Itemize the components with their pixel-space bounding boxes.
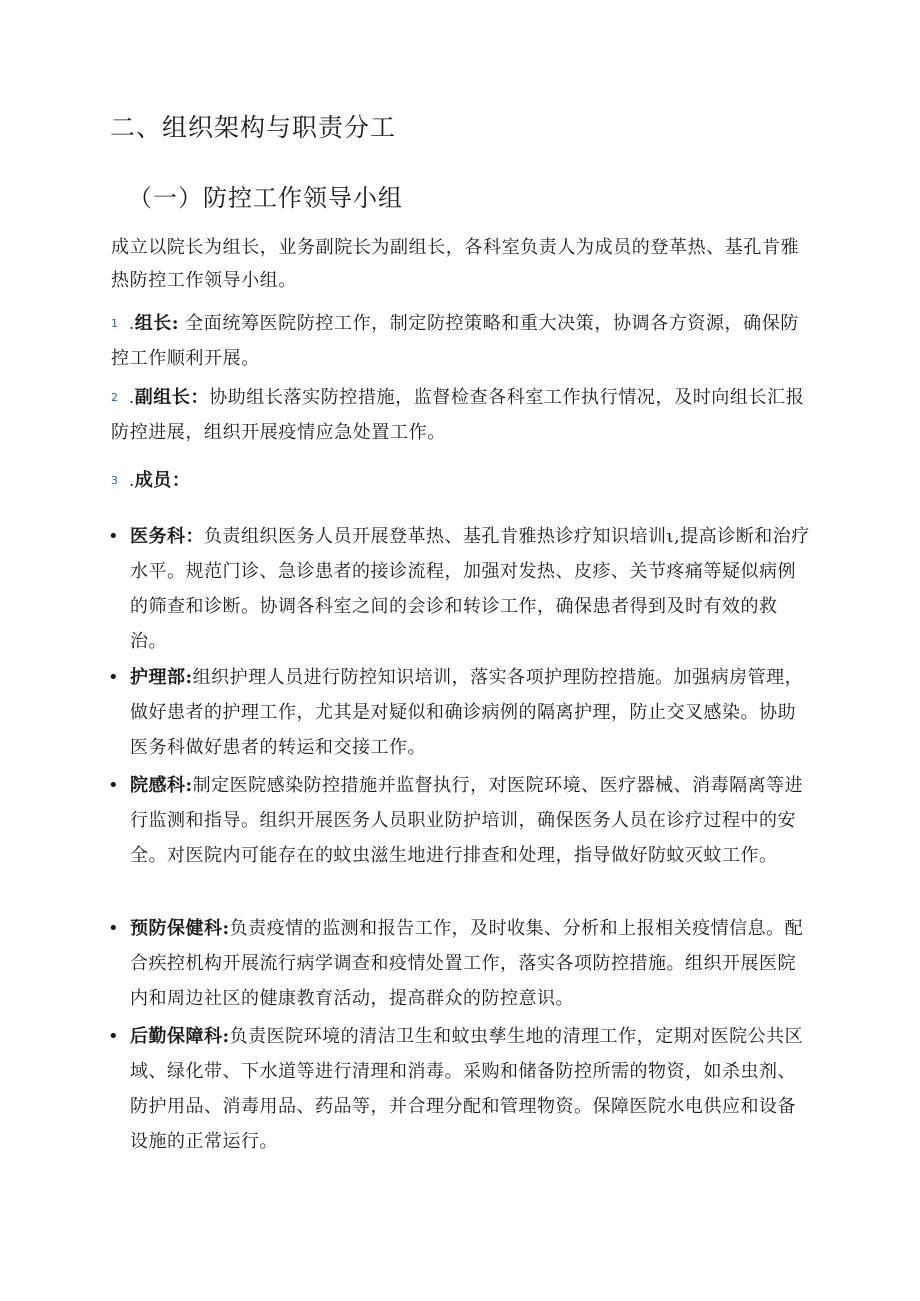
bullet-item-prevention — [108, 911, 813, 1016]
intro-paragraph: 成立以院长为组长，业务副院长为副组长，各科室负责人为成员的登革热、基孔肯雅热防控工作领导小组。 — [111, 237, 800, 291]
bullet-icon: • — [108, 775, 120, 796]
item-label: 组长: — [134, 313, 180, 334]
subsection-heading: （一）防控工作领导小组 — [128, 184, 403, 212]
bullet-item-infection-control — [108, 768, 813, 873]
bullet-item-logistics — [108, 1019, 813, 1159]
numbered-item-members: 3 .成员： — [111, 463, 811, 498]
item-number: 2 — [111, 391, 119, 404]
bullet-text: 负责医院环境的清洁卫生和蚊虫孳生地的清理工作，定期对医院公共区域、绿化带、下水道等进行清理和消毒。采购和储备防控所需的物资，如杀虫剂、防护用品、消毒用品、药品等，并合理分配和管理物资。保障医院水电供应和设备设施的正常运行。 — [130, 1026, 804, 1152]
bullet-icon: • — [108, 918, 120, 939]
bullet-label: 医务科： — [130, 526, 204, 547]
item-number: 1 — [111, 317, 119, 330]
item-label: 副组长： — [134, 387, 210, 408]
bullet-label: 预防保健科: — [130, 918, 230, 939]
bullet-text: 负责疫情的监测和报告工作，及时收集、分析和上报相关疫情信息。配合疾控机构开展流行病学调查和疫情处置工作，落实各项防控措施。组织开展医院内和周边社区的健康教育活动，提高群众的防控意识。 — [130, 918, 804, 1009]
item-label: 成员： — [134, 470, 191, 491]
bullet-text: 组织护理人员进行防控知识培训，落实各项护理防控措施。加强病房管理，做好患者的护理工作，尤其是对疑似和确诊病例的隔离护理，防止交叉感染。协助医务科做好患者的转运和交接工作。 — [130, 667, 804, 758]
item-number: 3 — [111, 474, 119, 487]
bullet-item-medical-affairs — [108, 519, 813, 659]
bullet-text: 制定医院感染防控措施并监督执行，对医院环境、医疗器械、消毒隔离等进行监测和指导。组织开展医务人员职业防护培训，确保医务人员在诊疗过程中的安全。对医院内可能存在的蚊虫滋生地进行排查和处理，指导做好防蚊灭蚊工作。 — [130, 775, 804, 866]
bullet-item-nursing — [108, 660, 813, 765]
bullet-text: 负责组织医务人员开展登革热、基孔肯雅热诊疗知识培训ι,提高诊断和治疗水平。规范门诊、急诊患者的接诊流程，加强对发热、皮疹、关节疼痛等疑似病例的筛查和诊断。协调各科室之间的会诊和转诊工作，确保患者得到及时有效的救治。 — [130, 526, 810, 652]
item-text: 全面统筹医院防控工作，制定防控策略和重大决策，协调各方资源，确保防控工作顺利开展。 — [111, 313, 799, 369]
section-heading: 二、组织架构与职责分工 — [110, 113, 397, 142]
item-text: 协助组长落实防控措施，监督检查各科室工作执行情况，及时向组长汇报防控进展，组织开展疫情应急处置工作。 — [111, 387, 805, 443]
numbered-item-deputy: 2 .副组长：协助组长落实防控措施，监督检查各科室工作执行情况，及时向组长汇报防控进展，组织开展疫情应急处置工作。 — [111, 380, 811, 450]
bullet-label: 后勤保障科: — [130, 1026, 230, 1047]
bullet-label: 院感科: — [130, 775, 193, 796]
bullet-icon: • — [108, 1026, 120, 1047]
numbered-item-leader: 1 .组长: 全面统筹医院防控工作，制定防控策略和重大决策，协调各方资源，确保防控工作顺利开展。 — [111, 306, 811, 376]
bullet-icon: • — [108, 667, 120, 688]
bullet-icon: • — [108, 526, 120, 547]
bullet-label: 护理部: — [130, 667, 193, 688]
